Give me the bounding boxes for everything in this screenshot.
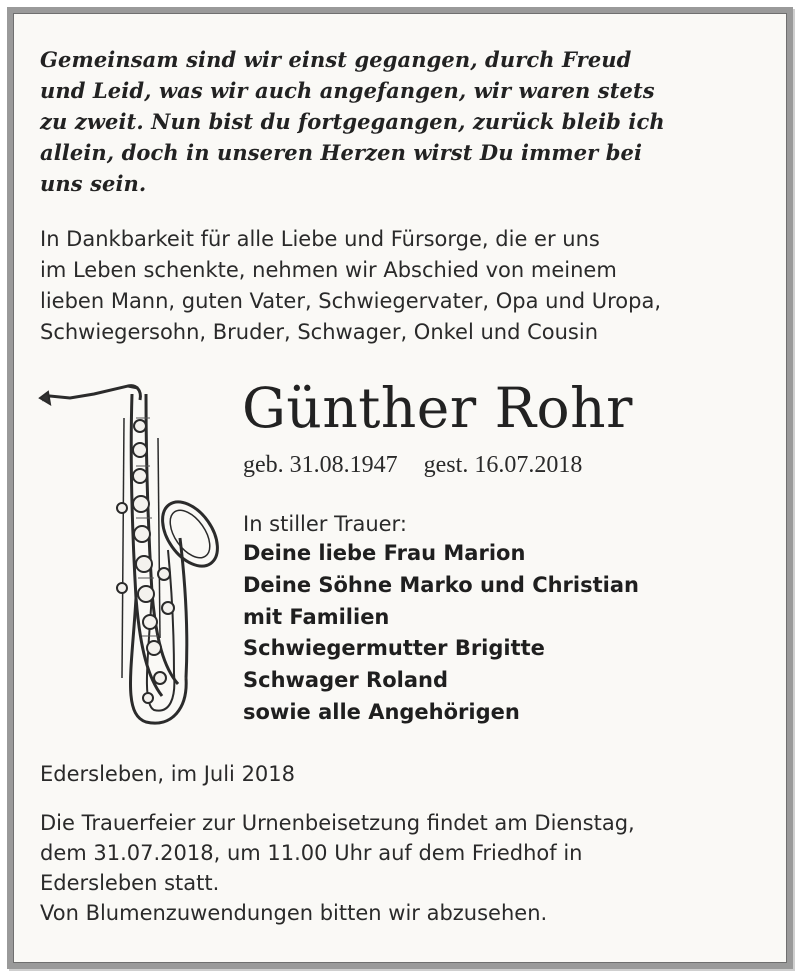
service-line: Von Blumenzuwendungen bitten wir abzusehen. <box>40 901 548 925</box>
service-info <box>40 808 760 928</box>
intro-line: In Dankbarkeit für alle Liebe und Fürsorge, die er uns <box>40 227 600 251</box>
poem <box>40 44 760 199</box>
mourner-line: sowie alle Angehörigen <box>243 699 520 724</box>
intro-text <box>40 224 760 348</box>
birth-date: geb. 31.08.1947 <box>243 452 398 478</box>
mourner-line: Schwiegermutter Brigitte <box>243 636 545 661</box>
place-date: Edersleben, im Juli 2018 <box>40 762 296 786</box>
mourner-line: Deine liebe Frau Marion <box>243 541 526 565</box>
intro-line: Schwiegersohn, Bruder, Schwager, Onkel und Cousin <box>40 320 599 344</box>
poem-line: Gemeinsam sind wir einst gegangen, durch Freud <box>40 47 632 72</box>
poem-line: allein, doch in unseren Herzen wirst Du immer bei <box>40 140 643 165</box>
service-line: dem 31.07.2018, um 11.00 Uhr auf dem Friedhof in <box>40 841 583 865</box>
intro-line: lieben Mann, guten Vater, Schwiegervater, Opa und Uropa, <box>40 289 662 313</box>
poem-line: und Leid, was wir auch angefangen, wir waren stets <box>40 78 655 103</box>
deceased-name: Günther Rohr <box>242 376 633 440</box>
poem-line: uns sein. <box>40 171 147 196</box>
mourner-line: mit Familien <box>243 604 390 629</box>
mourner-line: Deine Söhne Marko und Christian <box>243 572 639 597</box>
mourners-list <box>243 538 639 729</box>
service-line: Die Trauerfeier zur Urnenbeisetzung findet am Dienstag, <box>40 811 635 835</box>
service-line: Edersleben statt. <box>40 871 220 895</box>
life-dates <box>243 450 582 480</box>
saxophone-icon <box>36 378 226 730</box>
mourner-line: Schwager Roland <box>243 668 448 693</box>
mourning-label: In stiller Trauer: <box>243 512 407 536</box>
intro-line: im Leben schenkte, nehmen wir Abschied von meinem <box>40 258 617 282</box>
death-date: gest. 16.07.2018 <box>423 452 583 478</box>
poem-line: zu zweit. Nun bist du fortgegangen, zurück bleib ich <box>40 109 665 134</box>
